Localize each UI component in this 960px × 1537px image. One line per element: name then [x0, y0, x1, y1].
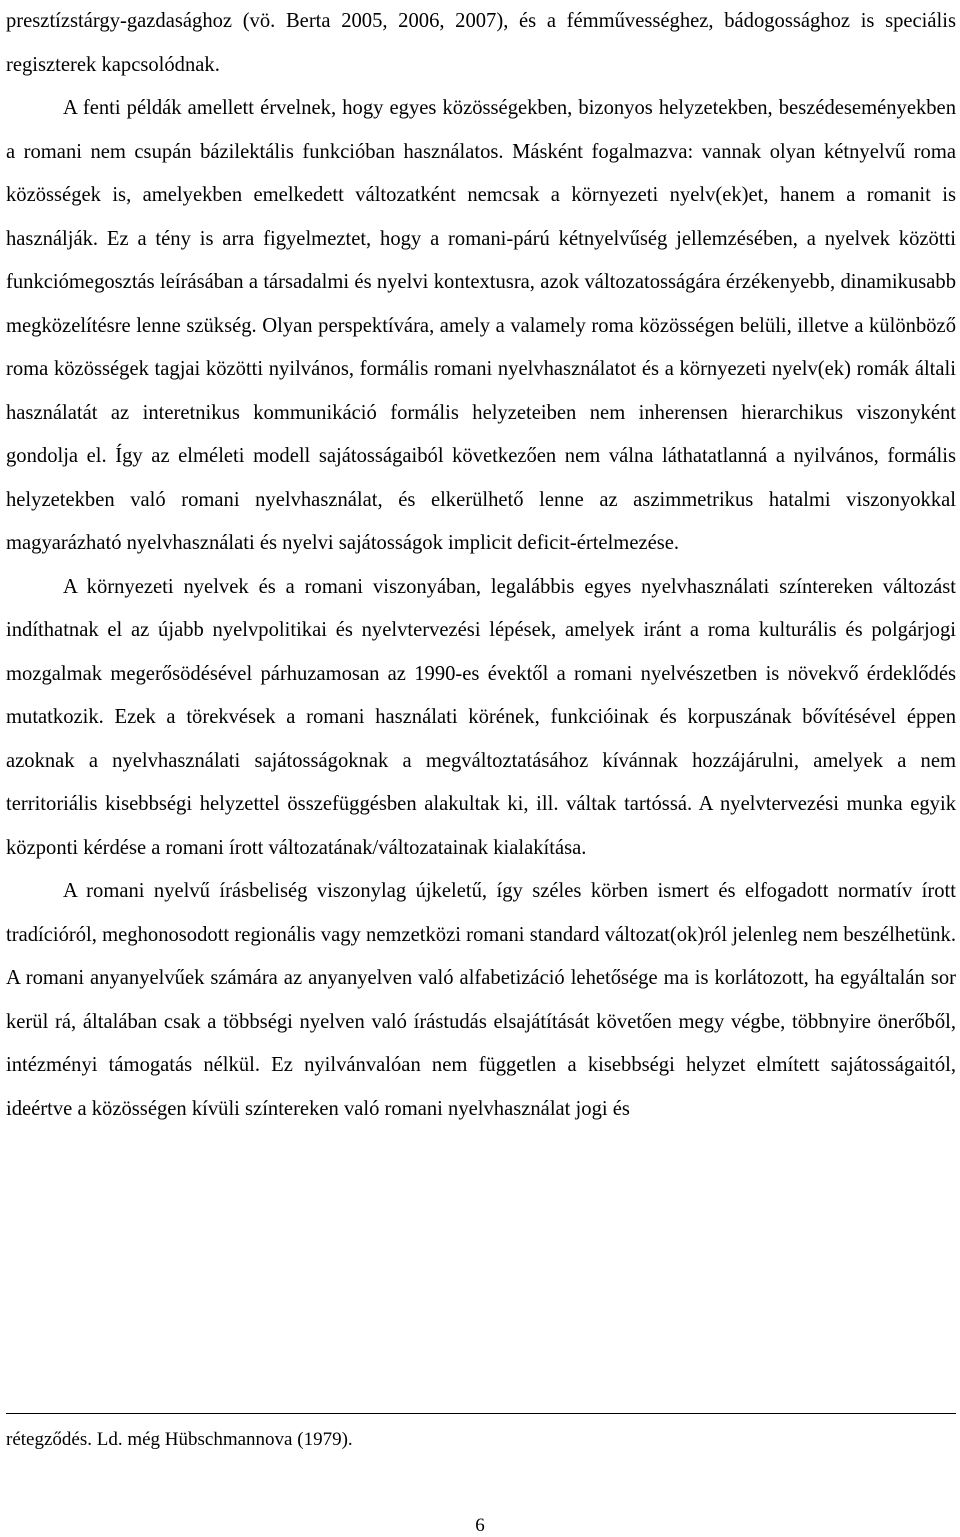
- body-text: [6, 0, 956, 1131]
- page-number: 6: [475, 1515, 485, 1536]
- footnote-text: rétegződés. Ld. még Hübschmannova (1979).: [6, 1429, 353, 1450]
- paragraph-1: presztízstárgy-gazdasághoz (vö. Berta 2005, 2006, 2007), és a fémművességhez, bádogossághoz is speciális regiszterek kapcsolódnak.: [6, 10, 956, 76]
- footnote-divider: [6, 1413, 956, 1414]
- paragraph-2: A fenti példák amellett érvelnek, hogy egyes közösségekben, bizonyos helyzetekben, beszédeseményekben a romani nem csupán bázilektális funkcióban használatos. Másként fogalmazva: vannak olyan kétnyelvű roma közösségek is, amelyekben emelkedett változatként nemcsak a környezeti nyelv(ek)et, hanem a romanit is használják. Ez a tény is arra figyelmeztet, hogy a romani-párú kétnyelvűség jellemzésében, a nyelvek közötti funkciómegosztás leírásában a társadalmi és nyelvi kontextusra, azok változatosságára érzékenyebb, dinamikusabb megközelítésre lenne szükség. Olyan perspektívára, amely a valamely roma közösségen belüli, illetve a különböző roma közösségek tagjai közötti nyilvános, formális romani nyelvhasználatot és a környezeti nyelv(ek) romák általi használatát az interetnikus kommunikáció formális helyzeteiben nem inherensen hierarchikus viszonyként gondolja el. Így az elméleti modell sajátosságaiból következően nem válna láthatatlanná a nyilvános, formális helyzetekben való romani nyelvhasználat, és elkerülhető lenne az aszimmetrikus hatalmi viszonyokkal magyarázható nyelvhasználati és nyelvi sajátosságok implicit deficit-értelmezése.: [6, 97, 956, 554]
- paragraph-4: A romani nyelvű írásbeliség viszonylag újkeletű, így széles körben ismert és elfogadott normatív írott tradícióról, meghonosodott regionális vagy nemzetközi romani standard változat(ok)ról jelenleg nem beszélhetünk. A romani anyanyelvűek számára az anyanyelven való alfabetizáció lehetősége ma is korlátozott, ha egyáltalán sor kerül rá, általában csak a többségi nyelven való írástudás elsajátítását követően megy végbe, többnyire önerőből, intézményi támogatás nélkül. Ez nyilvánvalóan nem független a kisebbségi helyzet elmített sajátosságaitól, ideértve a közösségen kívüli színtereken való romani nyelvhasználat jogi és: [6, 880, 956, 1120]
- paragraph-3: A környezeti nyelvek és a romani viszonyában, legalábbis egyes nyelvhasználati színtereken változást indíthatnak el az újabb nyelvpolitikai és nyelvtervezési lépések, amelyek iránt a roma kulturális és polgárjogi mozgalmak megerősödésével párhuzamosan az 1990-es évektől a romani nyelvészetben is növekvő érdeklődés mutatkozik. Ezek a törekvések a romani használati körének, funkcióinak és korpuszának bővítésével éppen azoknak a nyelvhasználati sajátosságoknak a megváltoztatásához kívánnak hozzájárulni, amelyek a nem territoriális kisebbségi helyzettel összefüggésben alakultak ki, ill. váltak tartóssá. A nyelvtervezési munka egyik központi kérdése a romani írott változatának/változatainak kialakítása.: [6, 575, 956, 859]
